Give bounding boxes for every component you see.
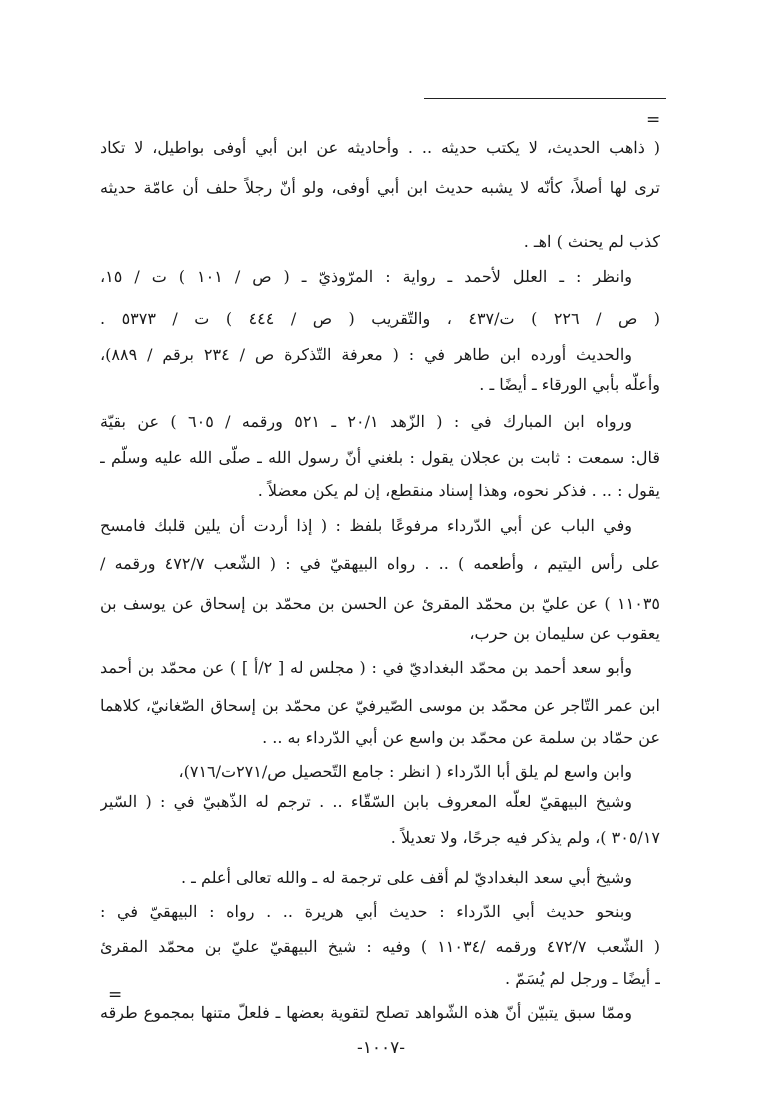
- text-line: يقول : .. . فذكر نحوه، وهذا إسناد منقطع، إن لم يكن معضلاً .: [257, 481, 660, 500]
- text-line: وشيخ البيهقيّ لعلّه المعروف بابن السّقّاء .. . ترجم له الذّهبيّ في : ( السّير: [100, 792, 632, 811]
- text-line: ( الشّعب ٤٧٢/٧ ورقمه /١١٠٣٤ ) وفيه : شيخ البيهقيّ عليّ بن محمّد المقرئ: [100, 937, 660, 956]
- text-line: وبنحو حديث أبي الدّرداء : حديث أبي هريرة .. . رواه : البيهقيّ في :: [100, 902, 632, 921]
- text-line: عن حمّاد بن سلمة عن محمّد بن واسع عن أبي الدّرداء به .. .: [262, 728, 660, 747]
- text-line: وابن واسع لم يلق أبا الدّرداء ( انظر : جامع التّحصيل ص/٢٧١ت/٧١٦)،: [178, 762, 632, 781]
- text-line: وأعلّه بأبي الورقاء ـ أيضًا ـ .: [479, 375, 660, 394]
- footnote-continuation-mark-bottom: =: [108, 985, 123, 1005]
- text-line: كذب لم يحنث ) اهـ .: [523, 232, 660, 251]
- text-line: والحديث أورده ابن طاهر في : ( معرفة التّذكرة ص / ٢٣٤ برقم / ٨٨٩)،: [100, 345, 632, 364]
- text-line: وممّا سبق يتبيّن أنّ هذه الشّواهد تصلح لتقوية بعضها ـ فلعلّ متنها بمجموع طرقه: [100, 1003, 632, 1022]
- text-line: ١١٠٣٥ ) عن عليّ بن محمّد المقرئ عن الحسن بن محمّد بن إسحاق عن يوسف بن: [100, 594, 660, 613]
- footnote-continuation-mark-top: =: [646, 110, 661, 130]
- text-line: قال: سمعت : ثابت بن عجلان يقول : بلغني أنّ رسول الله ـ صلّى الله عليه وسلّم ـ: [100, 448, 660, 467]
- text-line: ٣٠٥/١٧ )، ولم يذكر فيه جرحًا، ولا تعديلاً .: [390, 828, 660, 847]
- text-line: وفي الباب عن أبي الدّرداء مرفوعًا بلفظ : ( إذا أردت أن يلين قلبك فامسح: [100, 516, 632, 535]
- text-line: وشيخ أبي سعد البغداديّ لم أقف على ترجمة له ـ والله تعالى أعلم ـ .: [181, 868, 632, 887]
- text-line: يعقوب عن سليمان بن حرب،: [469, 624, 660, 643]
- text-line: ( ذاهب الحديث، لا يكتب حديثه .. . وأحاديثه عن ابن أبي أوفى بواطيل، لا تكاد: [100, 138, 660, 157]
- footnote-separator-rule: [424, 98, 666, 99]
- text-line: ( ص / ٢٢٦ ) ت/٤٣٧ ، والتّقريب ( ص / ٤٤٤ ) ت / ٥٣٧٣ .: [100, 309, 660, 328]
- text-line: ورواه ابن المبارك في : ( الزّهد ٢٠/١ ـ ٥٢١ ورقمه / ٦٠٥ ) عن بقيّة: [100, 412, 633, 431]
- text-line: وانظر : ـ العلل لأحمد ـ رواية : المرّوذيّ ـ ( ص / ١٠١ ) ت / ١٥،: [100, 267, 632, 286]
- text-line: ـ أيضًا ـ ورجل لم يُسَمّ .: [505, 969, 660, 988]
- text-line: ترى لها أصلاً، كأنّه لا يشبه حديث ابن أبي أوفى، ولو أنّ رجلاً حلف أن عامّة حديثه: [100, 178, 660, 197]
- text-line: ابن عمر التّاجر عن محمّد بن موسى الصّيرفيّ عن محمّد بن إسحاق الصّغانيّ، كلاهما: [100, 696, 660, 715]
- page-number: -١٠٠٧-: [356, 1038, 406, 1058]
- text-line: على رأس اليتيم ، وأطعمه ) .. . رواه البيهقيّ في : ( الشّعب ٤٧٢/٧ ورقمه /: [100, 554, 660, 573]
- text-line: وأبو سعد أحمد بن محمّد البغداديّ في : ( مجلس له [ ٢/أ ] ) عن محمّد بن أحمد: [100, 658, 633, 677]
